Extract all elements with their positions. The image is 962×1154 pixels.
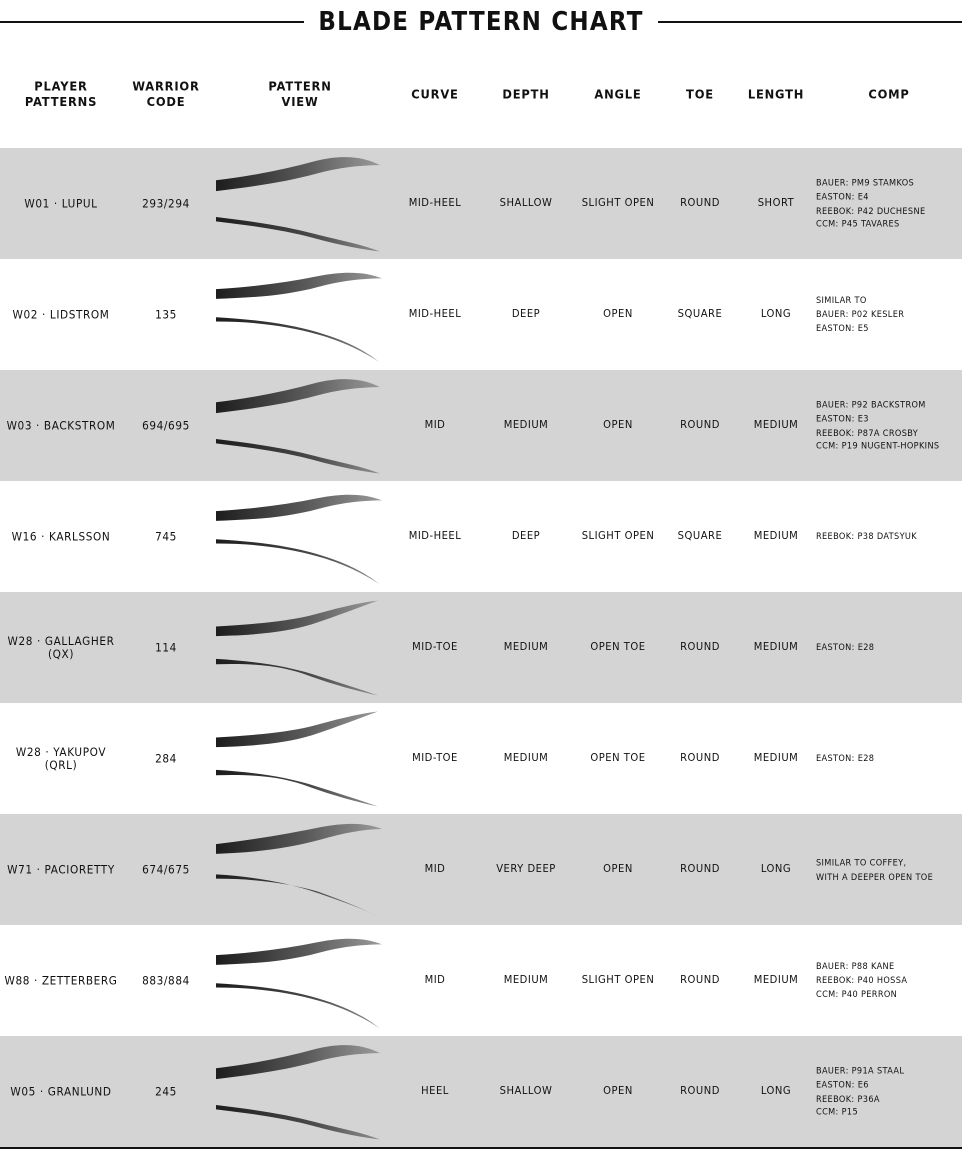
comp-line: BAUER: P91A STAAL	[816, 1065, 905, 1076]
cell-curve: MID	[424, 863, 446, 876]
blade-pattern-chart-page	[0, 4, 962, 1154]
cell-angle: OPEN TOE	[590, 752, 646, 765]
cell-length: MEDIUM	[753, 752, 799, 765]
cell-toe: ROUND	[680, 752, 720, 765]
cell-length: MEDIUM	[753, 530, 799, 543]
cell-pattern-view	[210, 921, 390, 1041]
comp-line: CCM: P45 TAVARES	[816, 218, 900, 230]
cell-pattern-view	[210, 810, 390, 930]
cell-warrior-code: 293/294	[142, 197, 190, 210]
blade-pattern-icon	[212, 1042, 388, 1141]
table-row	[0, 592, 962, 703]
comp-line: REEBOK: P38 DATSYUK	[816, 530, 917, 542]
cell-warrior-code: 745	[155, 530, 177, 543]
comp-line: SIMILAR TO	[816, 294, 867, 306]
cell-warrior-code: 245	[155, 1085, 177, 1098]
blade-pattern-icon	[212, 265, 388, 364]
cell-toe: ROUND	[680, 1085, 720, 1098]
cell-pattern-view	[210, 144, 390, 264]
table-row	[0, 1036, 962, 1147]
comp-line: CCM: P19 NUGENT-HOPKINS	[816, 440, 940, 452]
table-row	[0, 481, 962, 592]
cell-length: LONG	[760, 863, 792, 876]
cell-curve: MID-HEEL	[408, 530, 462, 543]
cell-player-pattern: W16 · KARLSSON	[11, 530, 111, 543]
pattern-table	[0, 40, 962, 1147]
cell-comparable-patterns	[816, 1032, 962, 1152]
table-row	[0, 925, 962, 1036]
comp-line: REEBOK: P42 DUCHESNE	[816, 204, 926, 216]
cell-curve: MID-TOE	[412, 752, 458, 765]
table-row	[0, 148, 962, 259]
cell-depth: VERY DEEP	[496, 863, 556, 876]
cell-angle: OPEN	[603, 863, 633, 876]
cell-warrior-code: 883/884	[142, 974, 190, 987]
comp-line: BAUER: P88 KANE	[816, 960, 895, 972]
cell-warrior-code: 114	[155, 641, 177, 654]
cell-depth: DEEP	[511, 308, 541, 321]
blade-pattern-icon	[212, 709, 388, 808]
cell-pattern-view	[210, 699, 390, 819]
cell-depth: MEDIUM	[503, 974, 549, 987]
cell-depth: MEDIUM	[503, 641, 549, 654]
column-header-length: LENGTH	[747, 86, 805, 102]
comp-line: EASTON: E3	[816, 412, 869, 424]
comp-line: EASTON: E28	[816, 641, 875, 653]
cell-warrior-code: 694/695	[142, 419, 190, 432]
cell-depth: SHALLOW	[499, 1085, 553, 1098]
cell-toe: ROUND	[680, 197, 720, 210]
cell-player-pattern: W28 · GALLAGHER (QX)	[7, 634, 115, 661]
column-header-comp: COMP	[868, 86, 910, 102]
cell-comparable-patterns	[816, 144, 962, 264]
cell-warrior-code: 284	[155, 752, 177, 765]
column-header-curve: CURVE	[411, 86, 459, 102]
cell-angle: OPEN TOE	[590, 641, 646, 654]
cell-player-pattern: W02 · LIDSTROM	[12, 308, 110, 321]
blade-pattern-icon	[212, 598, 388, 697]
cell-toe: SQUARE	[677, 530, 723, 543]
cell-toe: ROUND	[680, 863, 720, 876]
header-player-line1: PLAYER	[34, 78, 88, 94]
blade-pattern-icon	[212, 154, 388, 253]
cell-player-pattern: W88 · ZETTERBERG	[4, 974, 118, 987]
cell-pattern-view	[210, 588, 390, 708]
cell-angle: OPEN	[603, 419, 633, 432]
comp-line: BAUER: P92 BACKSTROM	[816, 399, 926, 410]
cell-curve: MID-HEEL	[408, 308, 462, 321]
cell-curve: HEEL	[421, 1085, 449, 1098]
cell-angle: OPEN	[603, 1085, 633, 1098]
table-row	[0, 703, 962, 814]
cell-comparable-patterns	[816, 921, 962, 1041]
comp-line: REEBOK: P36A	[816, 1092, 880, 1104]
title-rule-left	[0, 21, 304, 23]
header-view-line1: PATTERN	[268, 78, 332, 94]
comp-line: EASTON: E6	[816, 1078, 869, 1090]
column-header-depth: DEPTH	[502, 86, 550, 102]
header-code-line2: CODE	[146, 94, 186, 110]
cell-pattern-view	[210, 1032, 390, 1152]
cell-length: LONG	[760, 308, 792, 321]
cell-angle: OPEN	[603, 308, 633, 321]
table-row	[0, 259, 962, 370]
header-view-line2: VIEW	[281, 94, 319, 110]
cell-curve: MID-HEEL	[408, 197, 462, 210]
cell-angle: SLIGHT OPEN	[581, 974, 655, 987]
cell-toe: ROUND	[680, 641, 720, 654]
cell-curve: MID-TOE	[412, 641, 458, 654]
cell-comparable-patterns	[816, 810, 962, 930]
column-header-angle: ANGLE	[594, 86, 642, 102]
cell-player-pattern: W03 · BACKSTROM	[6, 419, 116, 432]
comp-line: WITH A DEEPER OPEN TOE	[816, 870, 934, 882]
page-title: BLADE PATTERN CHART	[318, 7, 644, 37]
table-row	[0, 814, 962, 925]
cell-curve: MID	[424, 419, 446, 432]
header-code-line1: WARRIOR	[132, 78, 200, 94]
cell-toe: ROUND	[680, 419, 720, 432]
comp-line: SIMILAR TO COFFEY,	[816, 856, 907, 868]
cell-comparable-patterns	[816, 588, 962, 708]
cell-warrior-code: 135	[155, 308, 177, 321]
cell-player-pattern: W71 · PACIORETTY	[7, 863, 115, 876]
header-player-line2: PATTERNS	[24, 94, 98, 110]
table-body	[0, 148, 962, 1147]
comp-line: CCM: P40 PERRON	[816, 988, 898, 1000]
cell-length: MEDIUM	[753, 641, 799, 654]
cell-angle: SLIGHT OPEN	[581, 530, 655, 543]
comp-line: REEBOK: P87A CROSBY	[816, 426, 919, 438]
comp-line: EASTON: E5	[816, 322, 869, 334]
table-header	[0, 40, 962, 148]
cell-player-pattern: W28 · YAKUPOV (QRL)	[15, 745, 107, 772]
column-header-player	[0, 35, 122, 154]
table-row	[0, 370, 962, 481]
cell-warrior-code: 674/675	[142, 863, 190, 876]
cell-depth: DEEP	[511, 530, 541, 543]
cell-toe: ROUND	[680, 974, 720, 987]
blade-pattern-icon	[212, 487, 388, 586]
cell-toe: SQUARE	[677, 308, 723, 321]
blade-pattern-icon	[212, 931, 388, 1030]
comp-line: REEBOK: P40 HOSSA	[816, 974, 908, 986]
cell-depth: SHALLOW	[499, 197, 553, 210]
cell-comparable-patterns	[816, 699, 962, 819]
blade-pattern-icon	[212, 820, 388, 919]
comp-line: BAUER: P02 KESLER	[816, 308, 905, 320]
cell-comparable-patterns	[816, 477, 962, 597]
comp-line: BAUER: PM9 STAMKOS	[816, 177, 915, 188]
cell-comparable-patterns	[816, 255, 962, 375]
cell-depth: MEDIUM	[503, 752, 549, 765]
cell-curve: MID	[424, 974, 446, 987]
comp-line: EASTON: E4	[816, 190, 869, 202]
comp-line: CCM: P15	[816, 1106, 859, 1118]
cell-depth: MEDIUM	[503, 419, 549, 432]
cell-player-pattern: W05 · GRANLUND	[10, 1085, 112, 1098]
cell-pattern-view	[210, 366, 390, 486]
cell-player-pattern: W01 · LUPUL	[24, 197, 98, 210]
column-header-code	[122, 35, 210, 154]
cell-length: SHORT	[757, 197, 795, 210]
cell-pattern-view	[210, 477, 390, 597]
title-rule-right	[658, 21, 962, 23]
header-row	[0, 40, 962, 148]
cell-pattern-view	[210, 255, 390, 375]
cell-length: LONG	[760, 1085, 792, 1098]
cell-angle: SLIGHT OPEN	[581, 197, 655, 210]
cell-length: MEDIUM	[753, 419, 799, 432]
blade-pattern-icon	[212, 376, 388, 475]
cell-comparable-patterns	[816, 366, 962, 486]
column-header-view	[210, 35, 390, 154]
column-header-toe: TOE	[686, 86, 714, 102]
comp-line: EASTON: E28	[816, 752, 875, 764]
cell-length: MEDIUM	[753, 974, 799, 987]
